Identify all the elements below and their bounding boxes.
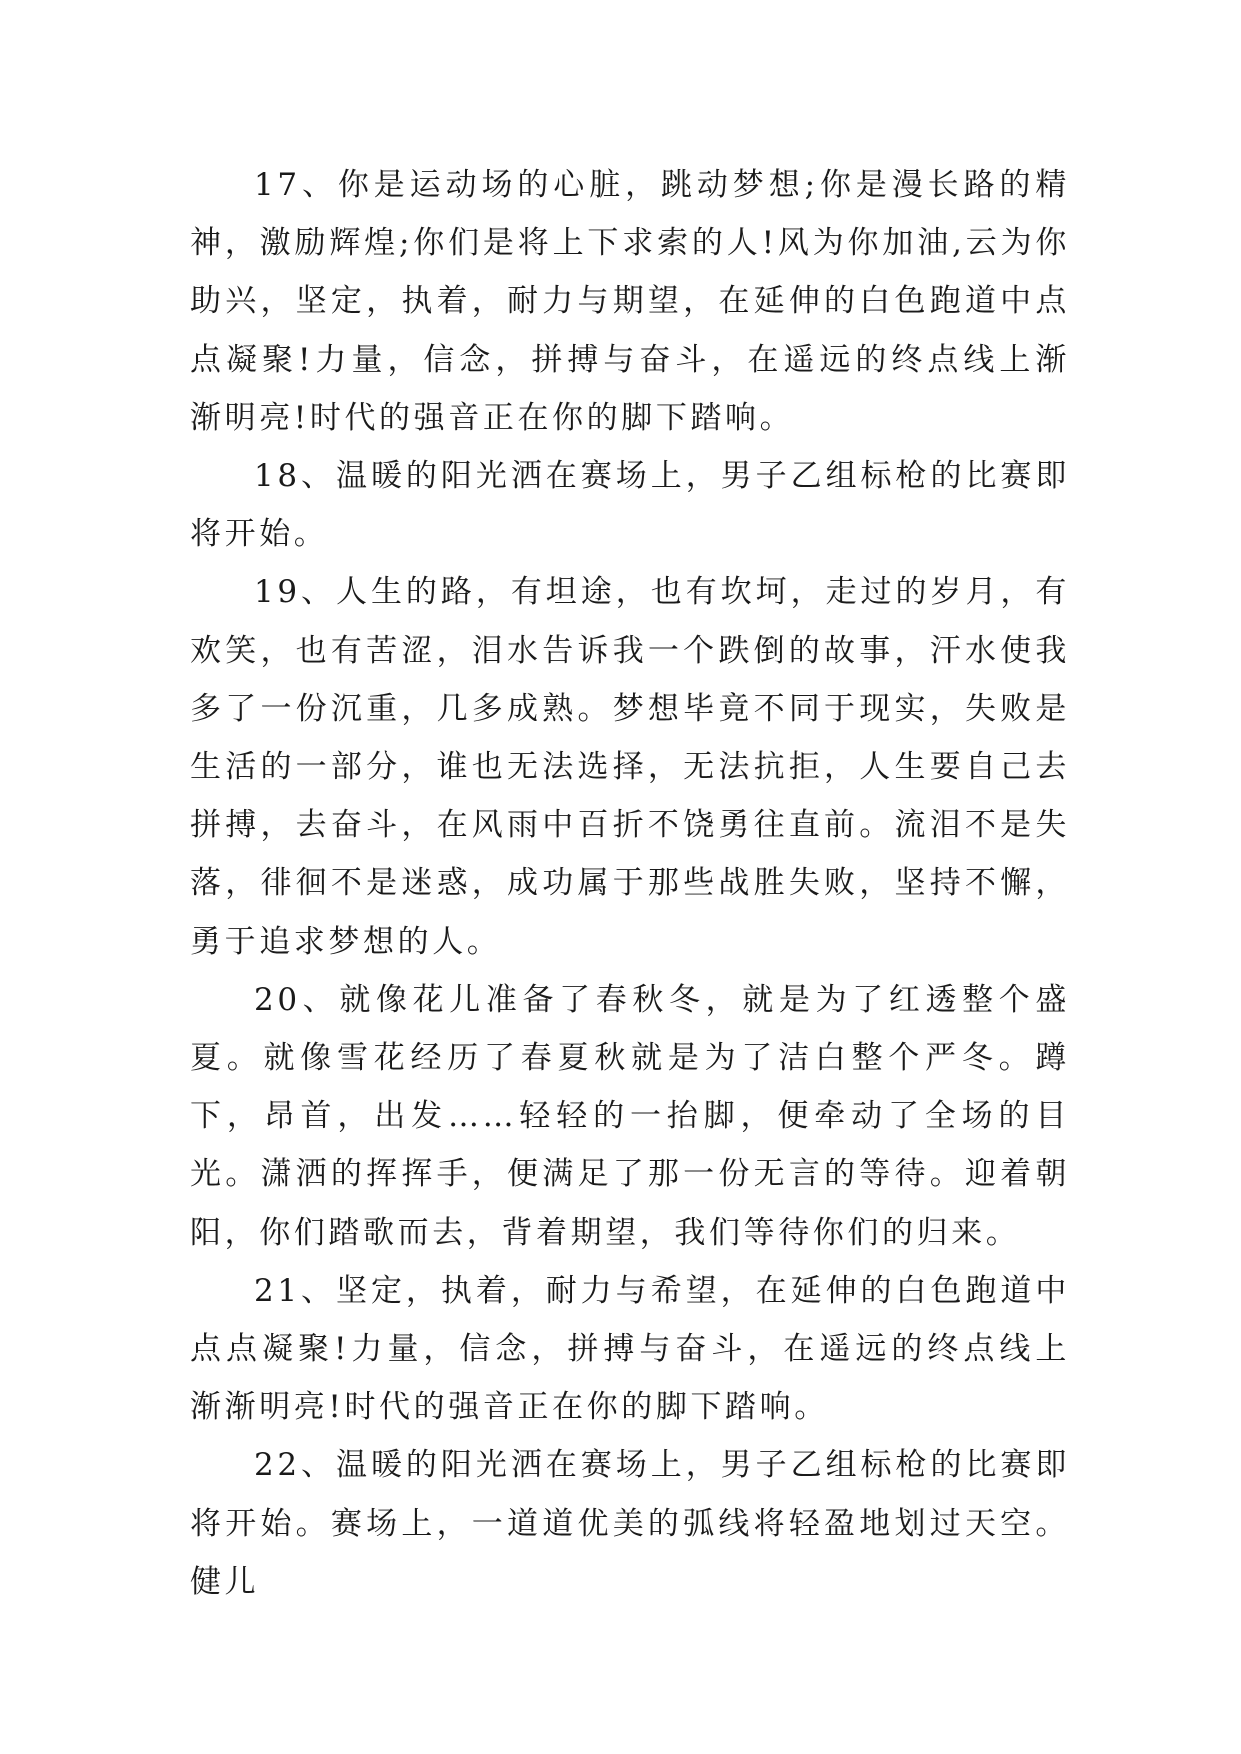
paragraph-18: 18、温暖的阳光洒在赛场上，男子乙组标枪的比赛即将开始。 — [190, 458, 1070, 553]
paragraph-17: 17、你是运动场的心脏，跳动梦想;你是漫长路的精神，激励辉煌;你们是将上下求索的人!风为你加油,云为你助兴，坚定，执着，耐力与期望，在延伸的白色跑道中点点凝聚!力量，信念，拼搏与奋斗，在遥远的终点线上渐渐明亮!时代的强音正在你的脚下踏响。 — [190, 167, 1070, 436]
paragraph-21: 21、坚定，执着，耐力与希望，在延伸的白色跑道中点点凝聚!力量，信念，拼搏与奋斗，在遥远的终点线上渐渐明亮!时代的强音正在你的脚下踏响。 — [190, 1272, 1070, 1426]
body-text — [190, 156, 1070, 1611]
paragraph-19: 19、人生的路，有坦途，也有坎坷，走过的岁月，有欢笑，也有苦涩，泪水告诉我一个跌倒的故事，汗水使我多了一份沉重，几多成熟。梦想毕竟不同于现实，失败是生活的一部分，谁也无法选择，无法抗拒，人生要自己去拼搏，去奋斗，在风雨中百折不饶勇往直前。流泪不是失落，徘徊不是迷惑，成功属于那些战胜失败，坚持不懈，勇于追求梦想的人。 — [190, 574, 1070, 960]
paragraph-22: 22、温暖的阳光洒在赛场上，男子乙组标枪的比赛即将开始。赛场上，一道道优美的弧线将轻盈地划过天空。健儿 — [190, 1447, 1070, 1600]
paragraph-20: 20、就像花儿准备了春秋冬，就是为了红透整个盛夏。就像雪花经历了春夏秋就是为了洁白整个严冬。蹲下，昂首，出发……轻轻的一抬脚，便牵动了全场的目光。潇洒的挥挥手，便满足了那一份无言的等待。迎着朝阳，你们踏歌而去，背着期望，我们等待你们的归来。 — [190, 981, 1070, 1251]
